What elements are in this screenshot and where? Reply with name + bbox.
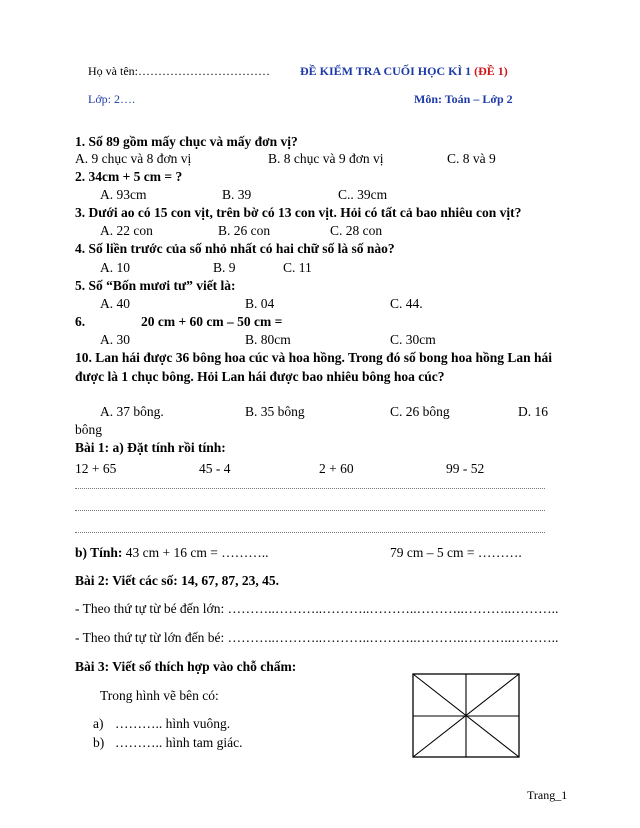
exercise-1-expr-1: 12 + 65 <box>75 461 117 476</box>
exercise-3-a-text: ……….. hình vuông. <box>115 716 231 731</box>
question-5: 5. Số “Bốn mươi tư” viết là: <box>75 278 236 293</box>
q4-option-c: C. 11 <box>283 260 312 275</box>
exercise-1-expr-4: 99 - 52 <box>446 461 485 476</box>
answer-dotted-line-2[interactable] <box>75 510 545 511</box>
exercise-3-b-text: ……….. hình tam giác. <box>115 735 243 750</box>
subject-label: Môn: Toán – Lớp 2 <box>414 92 513 106</box>
question-6-number: 6. <box>75 314 86 329</box>
q10-option-d-wrap: bông <box>75 422 102 437</box>
q6-option-a: A. 30 <box>100 332 130 347</box>
q1-option-c: C. 8 và 9 <box>447 151 496 166</box>
exercise-1-title: Bài 1: a) Đặt tính rồi tính: <box>75 440 226 455</box>
q5-option-c: C. 44. <box>390 296 423 311</box>
square-diagram <box>412 673 522 759</box>
exam-title-variant: (ĐỀ 1) <box>474 64 508 78</box>
exam-title-main: ĐỀ KIỂM TRA CUỐI HỌC KÌ 1 <box>300 64 472 78</box>
question-10-line-2: được là 1 chục bông. Hỏi Lan hái được bao nhiêu bông hoa cúc? <box>75 369 445 384</box>
exercise-3-intro: Trong hình vẽ bên có: <box>100 688 219 703</box>
exercise-1b-label: b) Tính: <box>75 545 123 560</box>
q2-option-c: C.. 39cm <box>338 187 388 202</box>
q1-option-b: B. 8 chục và 9 đơn vị <box>268 151 384 166</box>
q3-option-b: B. 26 con <box>218 223 271 238</box>
question-10-line-1: 10. Lan hái được 36 bông hoa cúc và hoa hồng. Trong đó số bong hoa hồng Lan hái <box>75 350 552 365</box>
exercise-3-title: Bài 3: Viết số thích hợp vào chỗ chấm: <box>75 659 297 674</box>
q5-option-a: A. 40 <box>100 296 130 311</box>
q4-option-b: B. 9 <box>213 260 236 275</box>
page-number: Trang_1 <box>527 788 568 802</box>
exercise-2-title: Bài 2: Viết các số: 14, 67, 87, 23, 45. <box>75 573 279 588</box>
name-label: Họ và tên:…………………………… <box>88 64 270 78</box>
question-3: 3. Dưới ao có 15 con vịt, trên bờ có 13 con vịt. Hỏi có tất cả bao nhiêu con vịt? <box>75 205 522 220</box>
question-4: 4. Số liền trước của số nhỏ nhất có hai chữ số là số nào? <box>75 241 395 256</box>
exercise-3-b-number: b) <box>93 735 105 750</box>
exercise-1-expr-2: 45 - 4 <box>199 461 231 476</box>
exercise-2-descending: - Theo thứ tự từ lớn đến bé: ………..………..………..………..………..………..……….. <box>75 630 559 645</box>
q3-option-c: C. 28 con <box>330 223 383 238</box>
q10-option-d: D. 16 <box>518 404 548 419</box>
exam-title <box>300 64 508 79</box>
question-6: 20 cm + 60 cm – 50 cm = <box>141 314 283 329</box>
q10-option-a: A. 37 bông. <box>100 404 164 419</box>
question-2: 2. 34cm + 5 cm = ? <box>75 169 183 184</box>
exercise-3-a-number: a) <box>93 716 104 731</box>
answer-dotted-line-3[interactable] <box>75 532 545 533</box>
question-1: 1. Số 89 gồm mấy chục và mấy đơn vị? <box>75 134 298 149</box>
q2-option-b: B. 39 <box>222 187 252 202</box>
q6-option-c: C. 30cm <box>390 332 436 347</box>
q10-option-c: C. 26 bông <box>390 404 450 419</box>
q1-option-a: A. 9 chục và 8 đơn vị <box>75 151 192 166</box>
q10-option-b: B. 35 bông <box>245 404 305 419</box>
exercise-1b <box>75 545 269 561</box>
answer-dotted-line-1[interactable] <box>75 488 545 489</box>
q4-option-a: A. 10 <box>100 260 130 275</box>
exercise-2-ascending: - Theo thứ tự từ bé đến lớn: ………..………..………..………..………..………..……….. <box>75 601 559 616</box>
q2-option-a: A. 93cm <box>100 187 147 202</box>
exercise-1-expr-3: 2 + 60 <box>319 461 354 476</box>
exercise-1b-expr-1: 43 cm + 16 cm = ……….. <box>122 545 269 560</box>
q5-option-b: B. 04 <box>245 296 275 311</box>
q3-option-a: A. 22 con <box>100 223 153 238</box>
exercise-1b-expr-2: 79 cm – 5 cm = ………. <box>390 545 522 560</box>
q6-option-b: B. 80cm <box>245 332 291 347</box>
class-label: Lớp: 2…. <box>88 92 136 106</box>
